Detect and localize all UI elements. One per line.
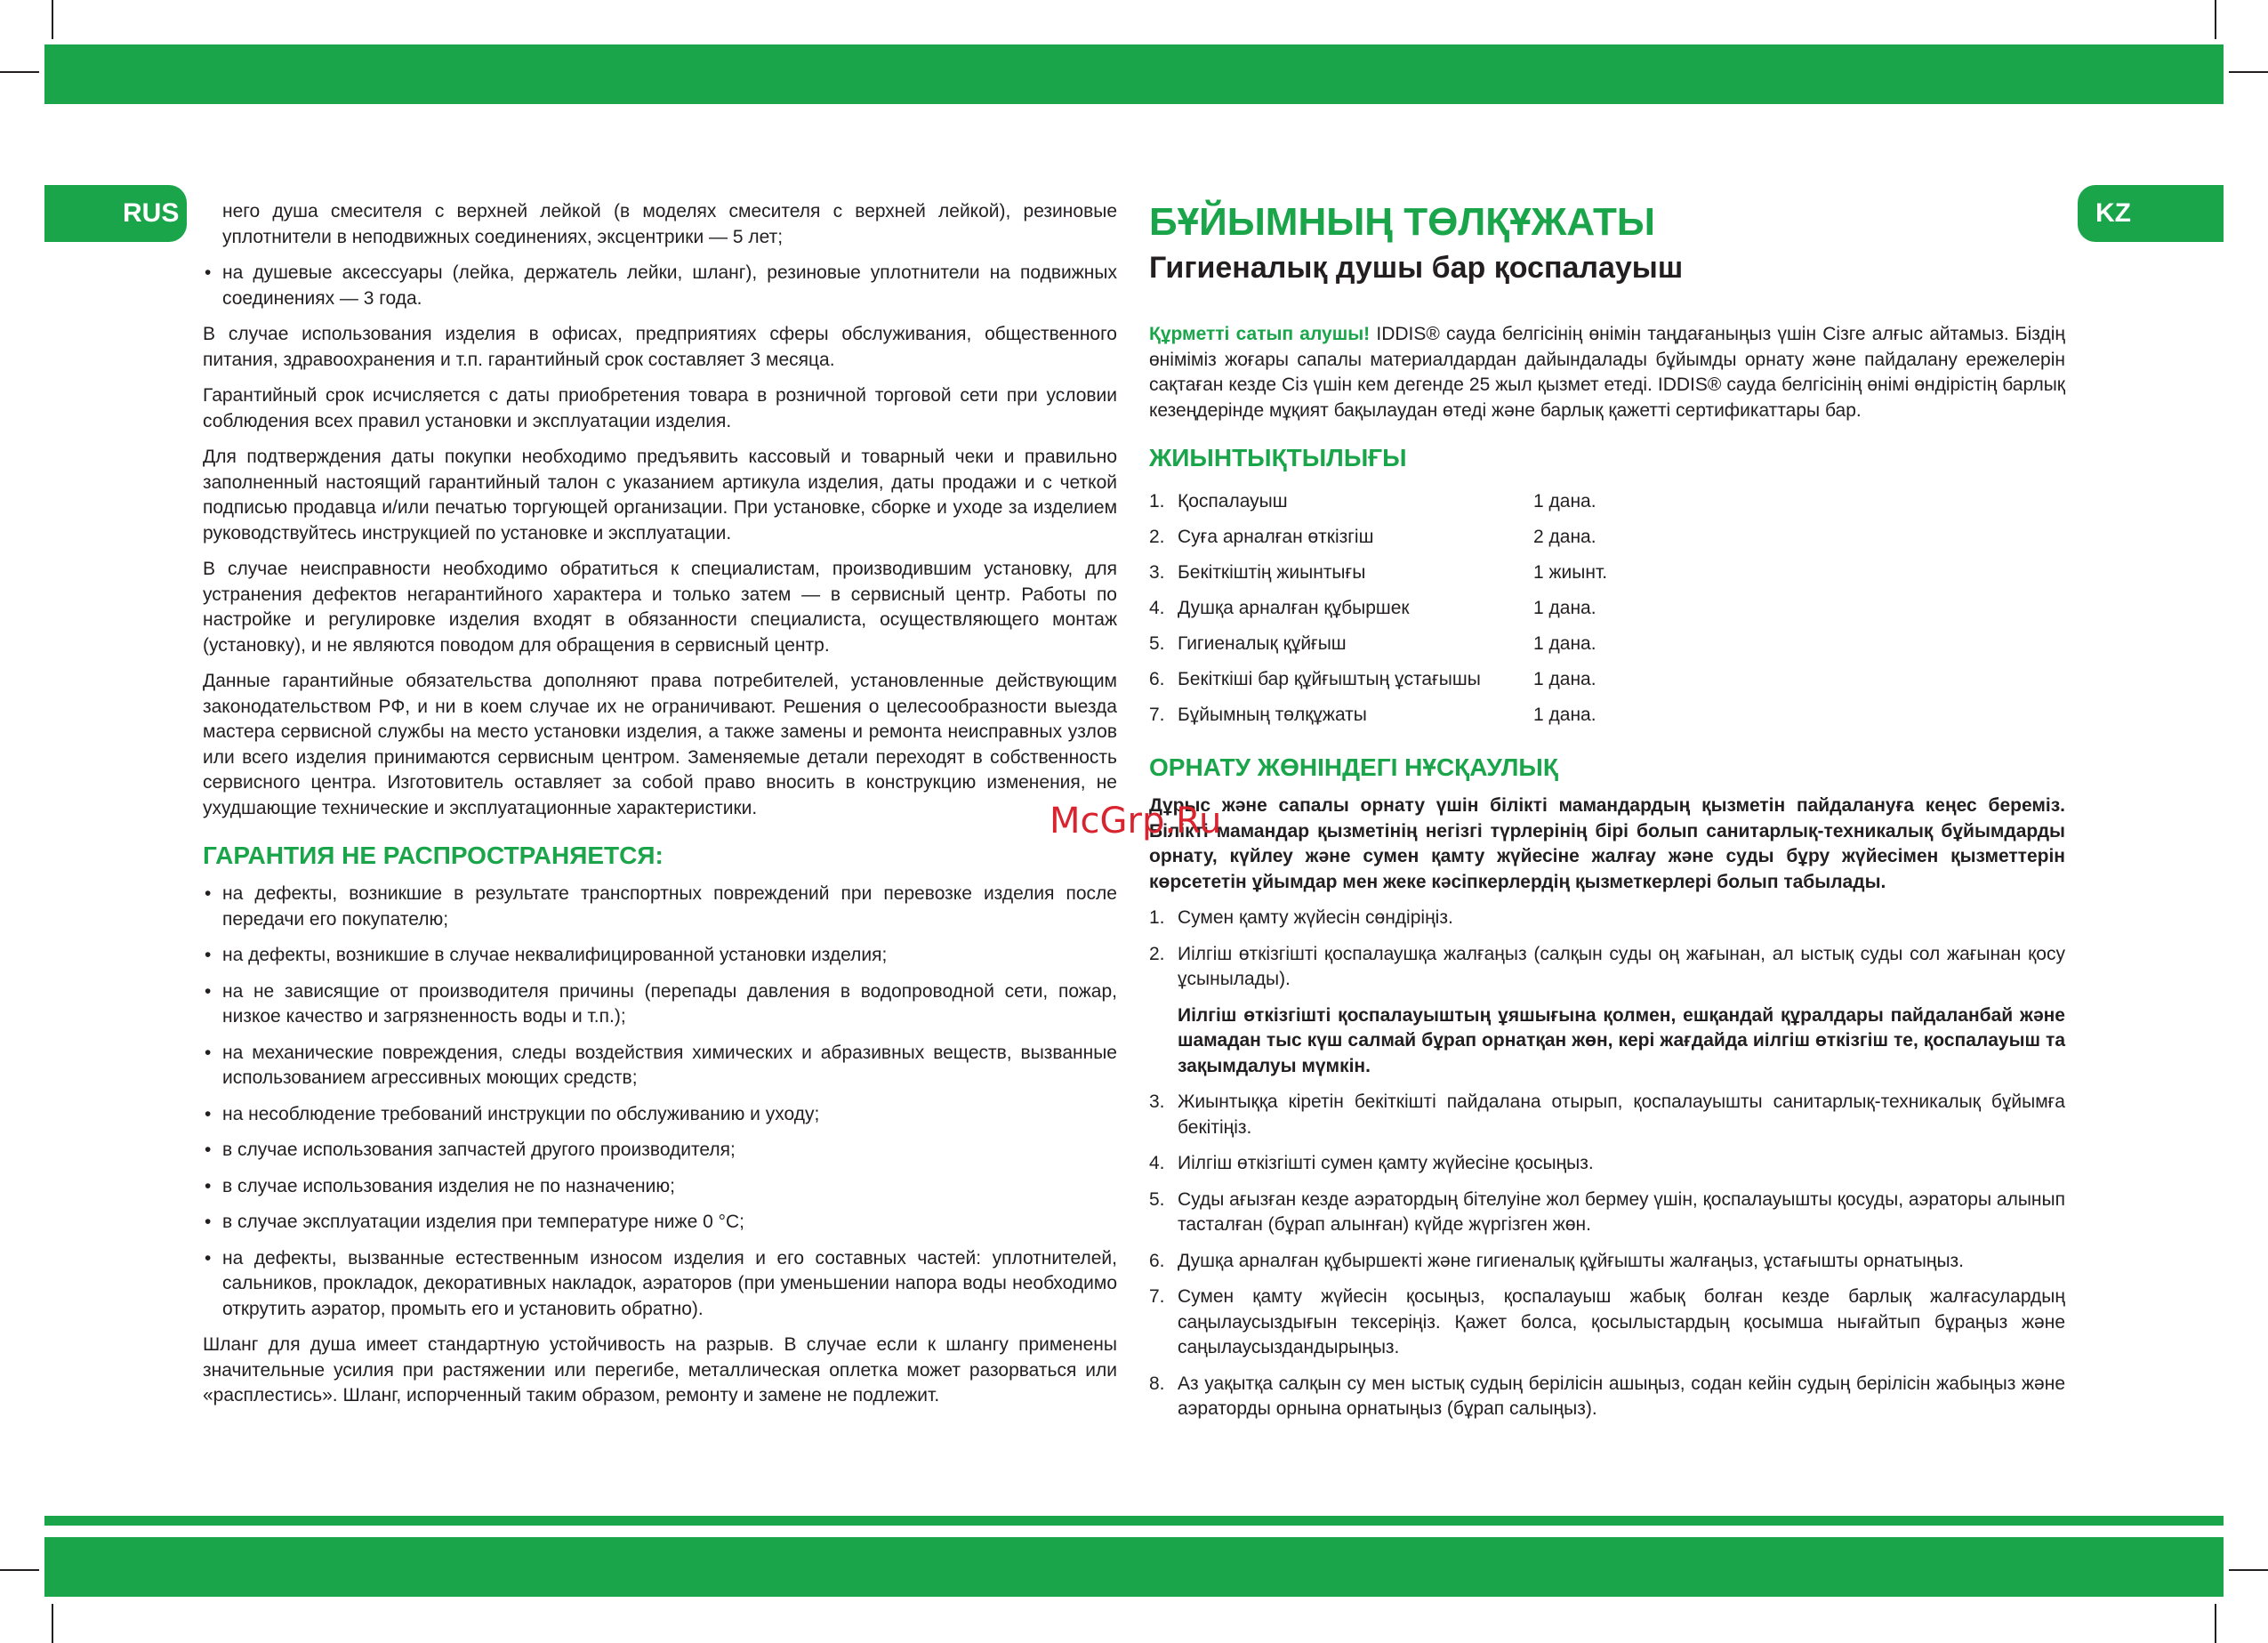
crop-mark (52, 0, 53, 39)
list-item: • на не зависящие от производителя причины (перепады давления в водопроводной сети, пожар, низкое качество и загрязненность воды и т.п.); (205, 980, 1117, 1027)
bullet-icon: • (205, 980, 212, 1002)
paragraph: Для подтверждения даты покупки необходимо предъявить кассовый и товарный чеки и правильно заполненный настоящий гарантийный талон с указанием артикула изделия, даты продажи и с четкой подписью продавца и/или печатью торгующей организации. При установке, сборке и уходе за изделием руководствуйтесь инструкцией по установке и эксплуатации. (203, 447, 1117, 544)
list-item: 7. Сумен қамту жүйесін қосыңыз, қоспалауыш жабық болған кезде барлық жалғасулардың саңылаусыздығын тексеріңіз. Қажет болса, қосылыстардың қосымша нығайтып бұраңыз және саңылаусыздандырыңыз. (1149, 1286, 2065, 1357)
list-item: 2. Иілгіш өткізгішті қоспалаушқа жалғаңыз (салқын суды оң жағынан, ал ыстық суды сол жағынан қосу ұсынылады). (1149, 943, 2065, 989)
intro-paragraph (1149, 322, 2065, 423)
crop-mark (0, 71, 39, 73)
intro-text: IDDIS® сауда белгісінің өнімін таңдағаныңыз үшін Сізге алғыс айтамыз. Біздің өніміміз жоғары сапалы материалдардан дайындалады бұйымды орнату және пайдалану ережелерін сақтаған кезде Сіз үшін кем дегенде 25 жыл қызмет етеді. IDDIS® сауда белгісінің өнімі өндірістің барлық кезеңдерінде мұқият бақылаудан өтеді және барлық қажетті сертификаттары бар. (1149, 324, 2065, 421)
bottom-green-band (44, 1537, 2224, 1597)
crop-mark (2215, 1604, 2216, 1643)
crop-mark (2215, 0, 2216, 39)
language-tab-rus: RUS (44, 185, 187, 242)
crop-mark (0, 1569, 39, 1571)
bullet-icon: • (205, 1140, 212, 1160)
bullet-icon: • (205, 1247, 212, 1268)
bullet-icon: • (205, 1103, 212, 1124)
bottom-thin-band (44, 1516, 2224, 1526)
bullet-icon: • (205, 945, 212, 965)
list-item: • на дефекты, возникшие в результате транспортных повреждений при перевозке изделия после передачи его покупателю; (205, 883, 1117, 930)
intro-lead: Құрметті сатып алушы! (1149, 324, 1371, 344)
list-item: 1. Сумен қамту жүйесін сөндіріңіз. (1149, 907, 1453, 928)
paragraph: Гарантийный срок исчисляется с даты приобретения товара в розничной торговой сети при условии соблюдения всех правил установки и эксплуатации изделия. (203, 385, 1117, 431)
bullet-icon: • (205, 1042, 212, 1063)
list-item: 6. Душқа арналған құбыршекті және гигиеналық құйғышты жалғаңыз, ұстағышты орнатыңыз. (1149, 1250, 1965, 1271)
bullet-icon: • (205, 1175, 212, 1196)
paragraph: В случае неисправности необходимо обратиться к специалистам, производившим установку, для устранения дефектов негарантийного характера и только затем — в сервисный центр. Работы по настройке и регулировке изделия входят в обязанности специалиста, осуществляющего монтаж (установку), и не являются поводом для обращения в сервисный центр. (203, 559, 1117, 656)
document-title: БҰЙЫМНЫҢ ТӨЛҚҰЖАТЫ (1149, 200, 1655, 244)
list-item: • на дефекты, возникшие в случае неквалифицированной установки изделия; (203, 943, 1117, 969)
crop-mark (2229, 71, 2268, 73)
language-tab-kz: KZ (2078, 185, 2224, 242)
list-item: • на механические повреждения, следы воздействия химических и абразивных веществ, вызванные использованием агрессивных моющих средств; (205, 1042, 1117, 1088)
kit-row: 7. Бұйымның төлқұжаты 1 дана. (1149, 705, 1596, 725)
list-item: • в случае использования изделия не по назначению; (203, 1174, 1117, 1200)
bullet-icon: • (205, 1212, 212, 1232)
warranty-exclusions-heading: ГАРАНТИЯ НЕ РАСПРОСТРАНЯЕТСЯ: (203, 842, 664, 869)
document-subtitle: Гигиеналық душы бар қоспалауыш (1149, 251, 1684, 285)
kit-row: 6. Бекіткіші бар құйғыштың ұстағышы 1 дана. (1149, 669, 1596, 689)
list-item: • на дефекты, вызванные естественным износом изделия и его составных частей: уплотнителей, сальников, прокладок, декоративных накладок, аэраторов (при уменьшении напора воды необходимо открутить аэратор, промыть его и установить обратно). (205, 1247, 1117, 1319)
bullet-icon: • (205, 883, 212, 904)
list-item: • в случае использования запчастей другого производителя; (203, 1138, 1117, 1164)
crop-mark (2229, 1569, 2268, 1571)
list-item: • на душевые аксессуары (лейка, держатель лейки, шланг), резиновые уплотнители на подвижных соединениях — 3 года. (205, 262, 1117, 309)
paragraph: В случае использования изделия в офисах, предприятиях сферы обслуживания, общественного питания, здравоохранения и т.п. гарантийный срок составляет 3 месяца. (203, 324, 1117, 370)
kit-row: 4. Душқа арналған құбыршек 1 дана. (1149, 598, 1596, 618)
kit-row: 5. Гигиеналық құйғыш 1 дана. (1149, 633, 1596, 654)
install-steps (1149, 906, 2065, 1422)
list-item: 3. Жиынтыққа кіретін бекіткішті пайдалана отырып, қоспалауышты санитарлық-техникалық бұйымға бекітіңіз. (1149, 1091, 2065, 1138)
top-green-band (44, 44, 2224, 104)
warranty-periods-list (203, 199, 1117, 311)
left-column-rus (203, 199, 1117, 1420)
list-item: • в случае эксплуатации изделия при температуре ниже 0 °С; (203, 1210, 1117, 1236)
watermark: McGrp.Ru (1050, 801, 1222, 842)
warranty-exclusions-list (203, 882, 1117, 1322)
paragraph: Данные гарантийные обязательства дополняют права потребителей, установленные действующим законодательством РФ, и ни в коем случае их не ограничивают. Решения о целесообразности выезда мастера сервисной службы на место установки изделия, а также замены и ремонта неисправных узлов или всего изделия принимаются сервисным центром. Заменяемые детали переходят в собственность сервисного центра. Изготовитель оставляет за собой право вносить в конструкцию изменения, не ухудшающие технические и эксплуатационные характеристики. (203, 671, 1117, 818)
kit-heading: ЖИЫНТЫҚТЫЛЫҒЫ (1149, 444, 1407, 471)
install-heading: ОРНАТУ ЖӨНІНДЕГІ НҰСҚАУЛЫҚ (1149, 753, 1558, 781)
kit-row: 3. Бекіткіштің жиынтығы 1 жиынт. (1149, 562, 1608, 583)
step2-warning: Иілгіш өткізгішті қоспалауыштың ұяшығына қолмен, ешқандай құралдары пайдаланбай және шамадан тыс күш салмай бұрап орнатқан жөн, кері жағдайда иілгіш өткізгіш те, қоспалауыш та зақымдалуы мүмкін. (1178, 1004, 2065, 1076)
kit-row: 2. Суға арналған өткізгіш 2 дана. (1149, 527, 1596, 547)
list-item: 4. Иілгіш өткізгішті сумен қамту жүйесіне қосыңыз. (1149, 1153, 1594, 1173)
list-item: 5. Суды ағызған кезде аэратордың бітелуіне жол бермеу үшін, қоспалауышты қосуды, аэраторы алынып тасталған (бұрап алынған) күйде жүргізген жөн. (1149, 1188, 2065, 1235)
install-intro: Дұрыс және сапалы орнату үшін білікті мамандардың қызметін пайдалануға кеңес береміз. Білікті мамандар қызметінің негізгі түрлерінің бірі болып санитарлық-техникалық бұйымдарды орнату, күйлеу және сумен қамту жүйесіне жалғау және суды бұру жүйесімен қызметтерін көрсететін ұйымдар мен жеке кәсіпкерлердің қызметкерлері болып табылады. (1149, 795, 2065, 892)
list-item: 8. Аз уақытқа салқын су мен ыстық судың берілісін ашыңыз, содан кейін судың берілісін жабыңыз және аэраторды орнына орнатыңыз (бұрап салыңыз). (1149, 1373, 2065, 1419)
crop-mark (52, 1604, 53, 1643)
hose-paragraph: Шланг для душа имеет стандартную устойчивость на разрыв. В случае если к шлангу применены значительные усилия при растяжении или перегибе, металлическая оплетка может разорваться или «расплестись». Шланг, испорченный таким образом, ремонту и замене не подлежит. (203, 1334, 1117, 1405)
list-item: него душа смесителя с верхней лейкой (в моделях смесителя с верхней лейкой), резиновые уплотнители в неподвижных соединениях, эксцентрики — 5 лет; (222, 201, 1117, 247)
right-column-kz (1149, 199, 2065, 1433)
kit-list (1149, 484, 2065, 733)
list-item: • на несоблюдение требований инструкции по обслуживанию и уходу; (203, 1102, 1117, 1128)
bullet-icon: • (205, 262, 212, 283)
kit-row: 1. Қоспалауыш 1 дана. (1149, 491, 1596, 511)
